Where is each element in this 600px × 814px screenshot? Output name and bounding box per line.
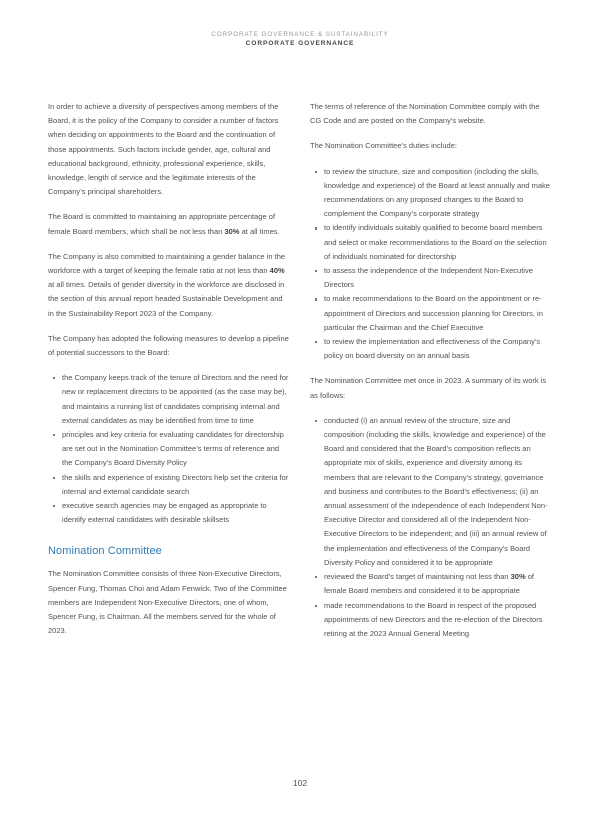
running-header-title: CORPORATE GOVERNANCE: [245, 40, 355, 48]
list-item: the skills and experience of existing Directors help set the criteria for internal and external candidate search: [48, 471, 289, 499]
list-item: principles and key criteria for evaluating candidates for directorship are set out in the Nomination Committee’s terms of reference and the Company’s Board Diversity Policy: [48, 428, 289, 471]
paragraph-workforce-gender-balance: [48, 250, 289, 321]
paragraph-diversity-policy: In order to achieve a diversity of perspectives among members of the Board, it is the policy of the Company to consider a number of factors when deciding on appointments to the Board and the continuation of those appointments. Such factors include gender, age, cultural and educational background, ethnicity, professional experience, skills, knowledge, length of service and the legitimate interests of the Company’s principal shareholders.: [48, 102, 279, 197]
list-item: to make recommendations to the Board on the appointment or re-appointment of Directors and succession planning for Directors, in particular the Chairman and the Chief Executive: [310, 292, 551, 335]
work-item-text-1: reviewed the Board’s target of maintaining not less than: [324, 572, 511, 582]
right-column: [310, 100, 551, 641]
section-heading-nomination-committee: Nomination Committee: [48, 545, 162, 558]
committee-duties-list: [310, 165, 551, 364]
list-item: to assess the independence of the Independent Non-Executive Directors: [310, 264, 551, 292]
list-item: made recommendations to the Board in respect of the proposed appointments of new Directors and the re-election of the Directors retiring at the 2023 Annual General Meeting: [310, 599, 551, 642]
succession-measures-list: [48, 371, 289, 527]
running-header-eyebrow: CORPORATE GOVERNANCE & SUSTAINABILITY: [211, 31, 389, 38]
percent-30-bold: 30%: [224, 226, 240, 236]
paragraph-workforce-gender-balance-text-1: The Company is also committed to maintaining a gender balance in the workforce with a target of keeping the female ratio at not less than: [48, 251, 286, 276]
left-column: [48, 100, 289, 641]
paragraph-workforce-gender-balance-text-2: at all times. Details of gender diversity in the workforce are disclosed in the section of this annual report headed Sustainable Development and in the Sustainability Report 2023 of the Company.: [48, 280, 285, 318]
paragraph-meetings-summary-intro: The Nomination Committee met once in 2023. A summary of its work is as follows:: [310, 376, 547, 400]
body-columns: [48, 100, 552, 641]
paragraph-female-board-target: [48, 210, 289, 238]
paragraph-female-board-target-text-2: at all times.: [239, 226, 280, 236]
list-item: to review the implementation and effectiveness of the Company’s policy on board diversity on an annual basis: [310, 335, 551, 363]
percent-40-bold: 40%: [269, 266, 285, 276]
list-item: executive search agencies may be engaged as appropriate to identify external candidates with desirable skillsets: [48, 499, 289, 527]
percent-30-bold-right: 30%: [510, 572, 526, 582]
list-item: [310, 570, 551, 598]
list-item: to identify individuals suitably qualified to become board members and select or make recommendations to the Board on the selection of individuals nominated for directorship: [310, 221, 551, 264]
list-item: to review the structure, size and composition (including the skills, knowledge and experience) of the Board at least annually and make recommendations on any proposed changes to the Board to complement the Company’s corporate strategy: [310, 165, 551, 222]
paragraph-female-board-target-text-1: The Board is committed to maintaining an appropriate percentage of female Board members, which shall be not less than: [48, 212, 276, 236]
paragraph-succession-measures-intro: The Company has adopted the following measures to develop a pipeline of potential successors to the Board:: [48, 333, 289, 358]
paragraph-duties-intro: The Nomination Committee’s duties include:: [310, 141, 458, 151]
page-number: 102: [292, 778, 308, 788]
work-item-text-2: of female Board members and considered it to be appropriate: [324, 572, 534, 596]
running-header: [0, 30, 600, 50]
paragraph-committee-composition: The Nomination Committee consists of three Non-Executive Directors, Spencer Fung, Thomas Choi and Adam Fenwick. Two of the Committee members are Independent Non-Executive Directors, one of whom, Spencer Fung, is Chairman. All the members served for the whole of 2023.: [48, 569, 287, 636]
paragraph-terms-of-reference: The terms of reference of the Nomination Committee comply with the CG Code and are posted on the Company’s website.: [310, 102, 540, 126]
list-item: conducted (i) an annual review of the structure, size and composition (including the skills, knowledge and experience) of the Board and considered that the Board’s composition reflects an appropriate mix of skills, experience and diversity among its members that are relevant to the Company’s strategy, governance and business and contributes to the Board’s effectiveness; (ii) an annual assessment of the independence of each Independent Non-Executive Director and considered all of the Independent Non-Executive Directors to be independent; and (iii) an annual review of the implementation and effectiveness of the Company’s Board Diversity Policy and considered it to be appropriate: [310, 414, 551, 570]
list-item: the Company keeps track of the tenure of Directors and the need for new or replacement directors to be appointed (as the case may be), and maintains a running list of candidates comprising internal and external candidates as may be identified from time to time: [48, 371, 289, 428]
committee-work-summary-list: [310, 414, 551, 641]
